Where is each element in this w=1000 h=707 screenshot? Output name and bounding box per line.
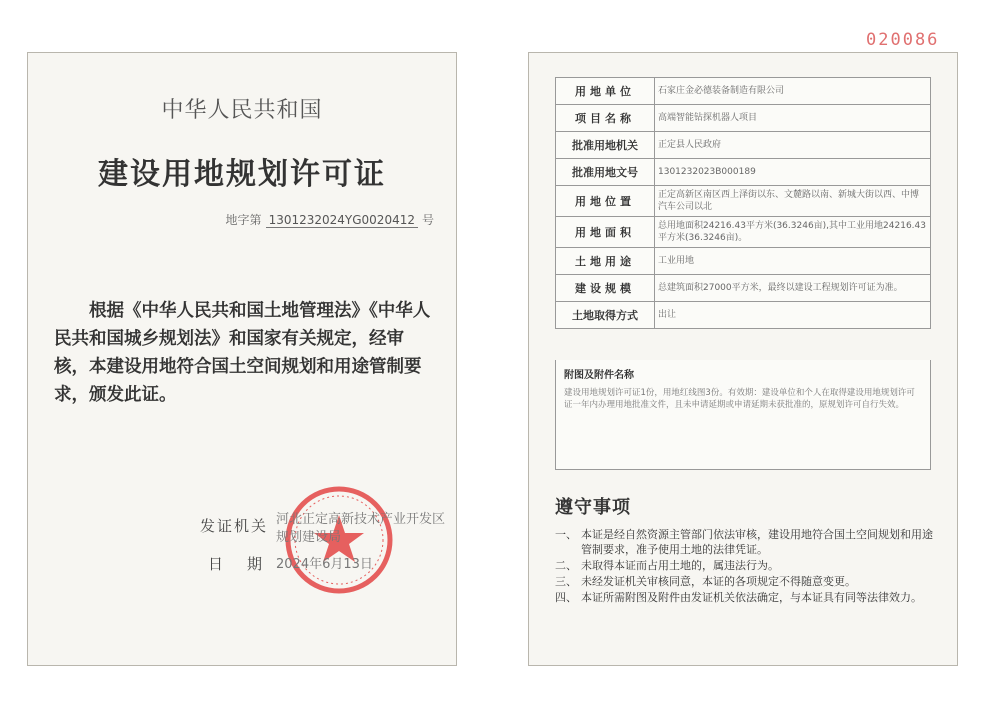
notice-list	[555, 527, 935, 606]
table-row	[556, 302, 931, 329]
notice-text: 未经发证机关审核同意，本证的各项规定不得随意变更。	[581, 575, 856, 588]
country-name: 中华人民共和国	[161, 98, 323, 123]
attachments-section	[555, 360, 931, 470]
row-value: 总用地面积24216.43平方米(36.3246亩),其中工业用地24216.43平方米(36.3246亩)。	[655, 217, 931, 248]
row-label: 批准用地机关	[556, 132, 655, 159]
table-row	[556, 275, 931, 302]
row-value: 1301232023B000189	[655, 159, 931, 186]
land-info-table	[555, 77, 931, 329]
list-item	[555, 574, 935, 589]
row-value: 出让	[655, 302, 931, 329]
issuer-label: 发证机关	[200, 517, 269, 535]
table-row	[556, 78, 931, 105]
notice-number: 三、	[555, 575, 577, 588]
notice-text: 未取得本证而占用土地的，属违法行为。	[581, 559, 779, 572]
serial-number: 020086	[866, 30, 940, 50]
list-item	[555, 590, 935, 605]
row-value: 工业用地	[655, 248, 931, 275]
notice-text: 本证是经自然资源主管部门依法审核，建设用地符合国土空间规划和用途管制要求，准予使用土地的法律凭证。	[581, 528, 933, 556]
row-label: 土地用途	[556, 248, 655, 275]
table-row	[556, 132, 931, 159]
table-row	[556, 217, 931, 248]
table-row	[556, 105, 931, 132]
row-value: 正定县人民政府	[655, 132, 931, 159]
list-item	[555, 558, 935, 573]
row-value: 正定高新区南区西上泽街以东、文麓路以南、新城大街以西、中博汽车公司以北	[655, 186, 931, 217]
notice-number: 二、	[555, 559, 577, 572]
row-value: 总建筑面积27000平方米，最终以建设工程规划许可证为准。	[655, 275, 931, 302]
attachments-text: 建设用地规划许可证1份，用地红线图3份。有效期：建设单位和个人在取得建设用地规划许可证一年内办理用地批准文件，且未申请延期或申请延期未获批准的，原规划许可自行失效。	[564, 388, 915, 410]
row-value: 高端智能钻探机器人项目	[655, 105, 931, 132]
row-label: 批准用地文号	[556, 159, 655, 186]
notice-number: 四、	[555, 591, 577, 604]
table-row	[556, 248, 931, 275]
issue-date: 2024年6月13日	[276, 557, 373, 572]
table-row	[556, 159, 931, 186]
attachments-title: 附图及附件名称	[564, 370, 634, 381]
row-label: 建设规模	[556, 275, 655, 302]
row-label: 用地位置	[556, 186, 655, 217]
document-number	[226, 211, 434, 228]
docno-prefix: 地字第	[225, 213, 262, 227]
notice-text: 本证所需附图及附件由发证机关依法确定，与本证具有同等法律效力。	[581, 591, 922, 604]
row-label: 项目名称	[556, 105, 655, 132]
docno-number: 1301232024YG0020412	[266, 213, 418, 228]
certificate-body-text: 根据《中华人民共和国土地管理法》《中华人民共和国城乡规划法》和国家有关规定，经审核，本建设用地符合国土空间规划和用途管制要求，颁发此证。	[54, 301, 431, 405]
notice-title: 遵守事项	[555, 497, 631, 518]
row-value: 石家庄金必德装备制造有限公司	[655, 78, 931, 105]
row-label: 用地面积	[556, 217, 655, 248]
certificate-detail-page	[528, 52, 958, 666]
notice-number: 一、	[555, 528, 577, 541]
certificate-title: 建设用地规划许可证	[98, 157, 386, 192]
row-label: 土地取得方式	[556, 302, 655, 329]
certificate-cover-page	[27, 52, 457, 666]
list-item	[555, 527, 935, 557]
docno-suffix: 号	[421, 213, 434, 227]
date-label: 日期	[208, 555, 287, 573]
row-label: 用地单位	[556, 78, 655, 105]
table-row	[556, 186, 931, 217]
issuer-value: 河北正定高新技术产业开发区规划建设局	[276, 512, 446, 545]
